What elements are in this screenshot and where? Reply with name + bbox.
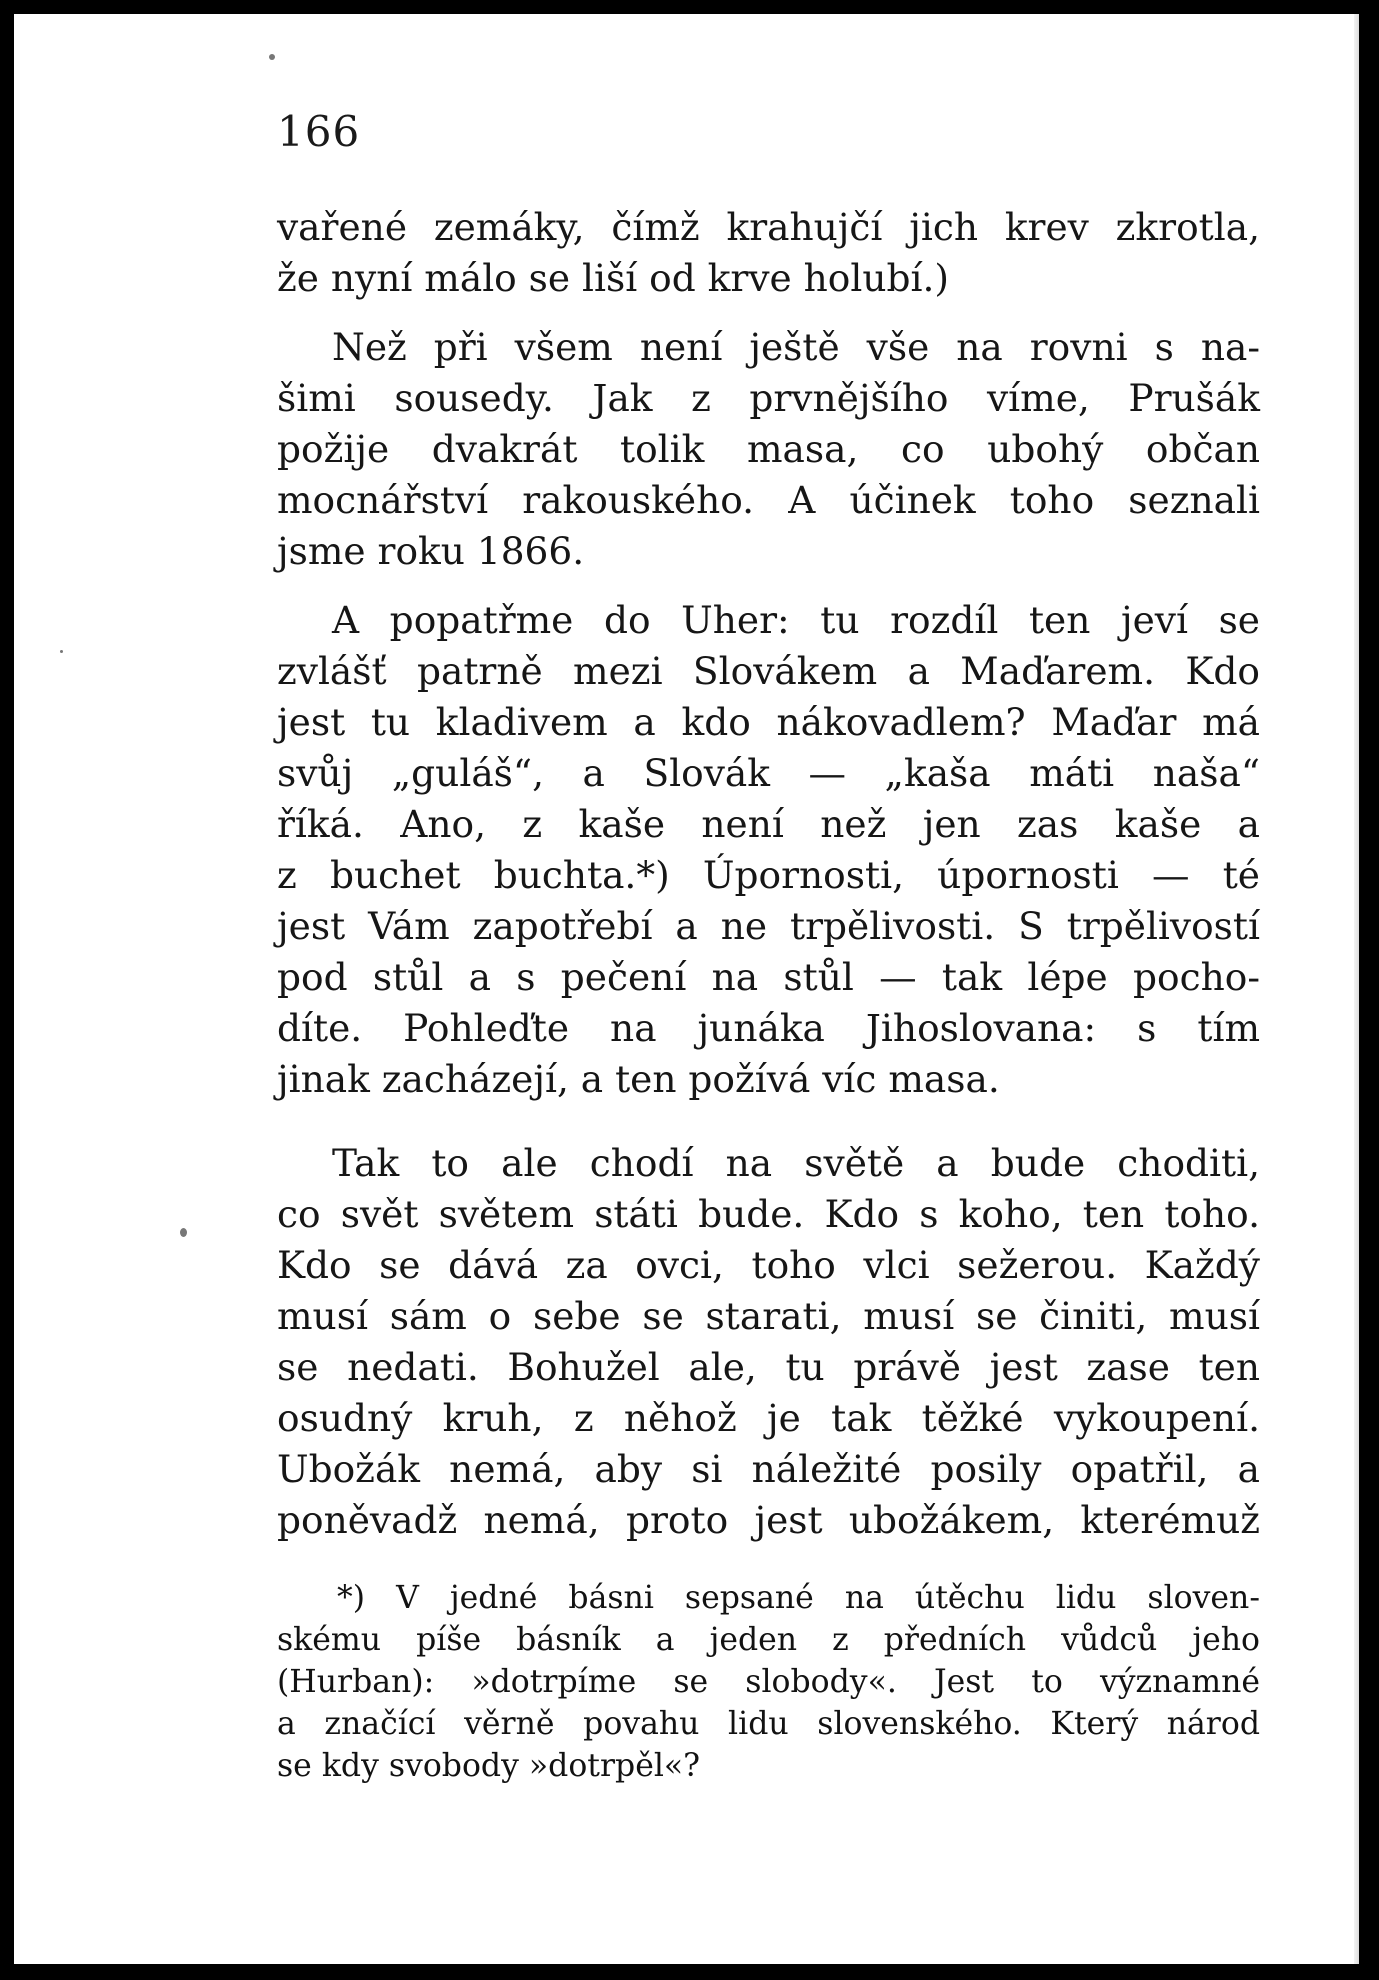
text-line: požije dvakrát tolik masa, co ubohý občan — [277, 427, 1260, 471]
footnote-line: (Hurban): »dotrpíme se slobody«. Jest to významné — [277, 1664, 1260, 1700]
footnote-line: a značící věrně povahu lidu slovenského. Který národ — [277, 1706, 1260, 1742]
scan-edge — [1354, 14, 1359, 1964]
text-line: svůj „guláš“, a Slovák — „kaša máti naša“ — [277, 751, 1260, 795]
text-line: jest tu kladivem a kdo nákovadlem? Maďar má — [277, 700, 1260, 744]
text-line: co svět světem státi bude. Kdo s koho, ten toho. — [277, 1192, 1260, 1236]
text-line: šimi sousedy. Jak z prvnějšího víme, Prušák — [277, 376, 1260, 420]
footnote — [277, 1577, 1260, 1787]
text-line: zvlášť patrně mezi Slovákem a Maďarem. Kdo — [277, 649, 1260, 693]
dust-speck — [269, 54, 275, 60]
text-line: Tak to ale chodí na světě a bude choditi, — [332, 1141, 1260, 1185]
text-line: Ubožák nemá, aby si náležité posily opatřil, a — [277, 1447, 1260, 1491]
text-line: jinak zacházejí, a ten požívá víc masa. — [277, 1057, 1000, 1101]
footnote-line: se kdy svobody »dotrpěl«? — [277, 1748, 701, 1784]
text-line: vařené zemáky, čímž krahujčí jich krev zkrotla, — [277, 205, 1260, 249]
dust-speck — [180, 1228, 187, 1237]
text-line: mocnářství rakouského. A účinek toho seznali — [277, 478, 1260, 522]
text-line: A popatřme do Uher: tu rozdíl ten jeví se — [332, 598, 1260, 642]
text-line: pod stůl a s pečení na stůl — tak lépe pocho- — [277, 955, 1260, 999]
text-line: Kdo se dává za ovci, toho vlci sežerou. Každý — [277, 1243, 1260, 1287]
text-line: jsme roku 1866. — [277, 529, 585, 573]
text-line: se nedati. Bohužel ale, tu právě jest zase ten — [277, 1345, 1260, 1389]
text-line: říká. Ano, z kaše není než jen zas kaše a — [277, 802, 1260, 846]
text-line: díte. Pohleďte na junáka Jihoslovana: s tím — [277, 1006, 1260, 1050]
book-page — [14, 14, 1359, 1964]
text-line: Než při všem není ještě vše na rovni s na- — [332, 325, 1260, 369]
footnote-line: skému píše básník a jeden z předních vůdců jeho — [277, 1622, 1260, 1658]
text-line: jest Vám zapotřebí a ne trpělivosti. S trpělivostí — [277, 904, 1260, 948]
page-number: 166 — [277, 107, 361, 156]
footnote-line: *) V jedné básni sepsané na útěchu lidu sloven- — [337, 1580, 1260, 1616]
body-text — [277, 202, 1260, 1546]
dust-speck — [60, 650, 63, 653]
text-line: osudný kruh, z něhož je tak těžké vykoupení. — [277, 1396, 1260, 1440]
text-line: že nyní málo se liší od krve holubí.) — [277, 256, 950, 300]
text-line: musí sám o sebe se starati, musí se činiti, musí — [277, 1294, 1260, 1338]
text-line: poněvadž nemá, proto jest ubožákem, kterémuž — [277, 1498, 1260, 1542]
text-line: z buchet buchta.*) Úpornosti, úpornosti — té — [277, 853, 1260, 897]
